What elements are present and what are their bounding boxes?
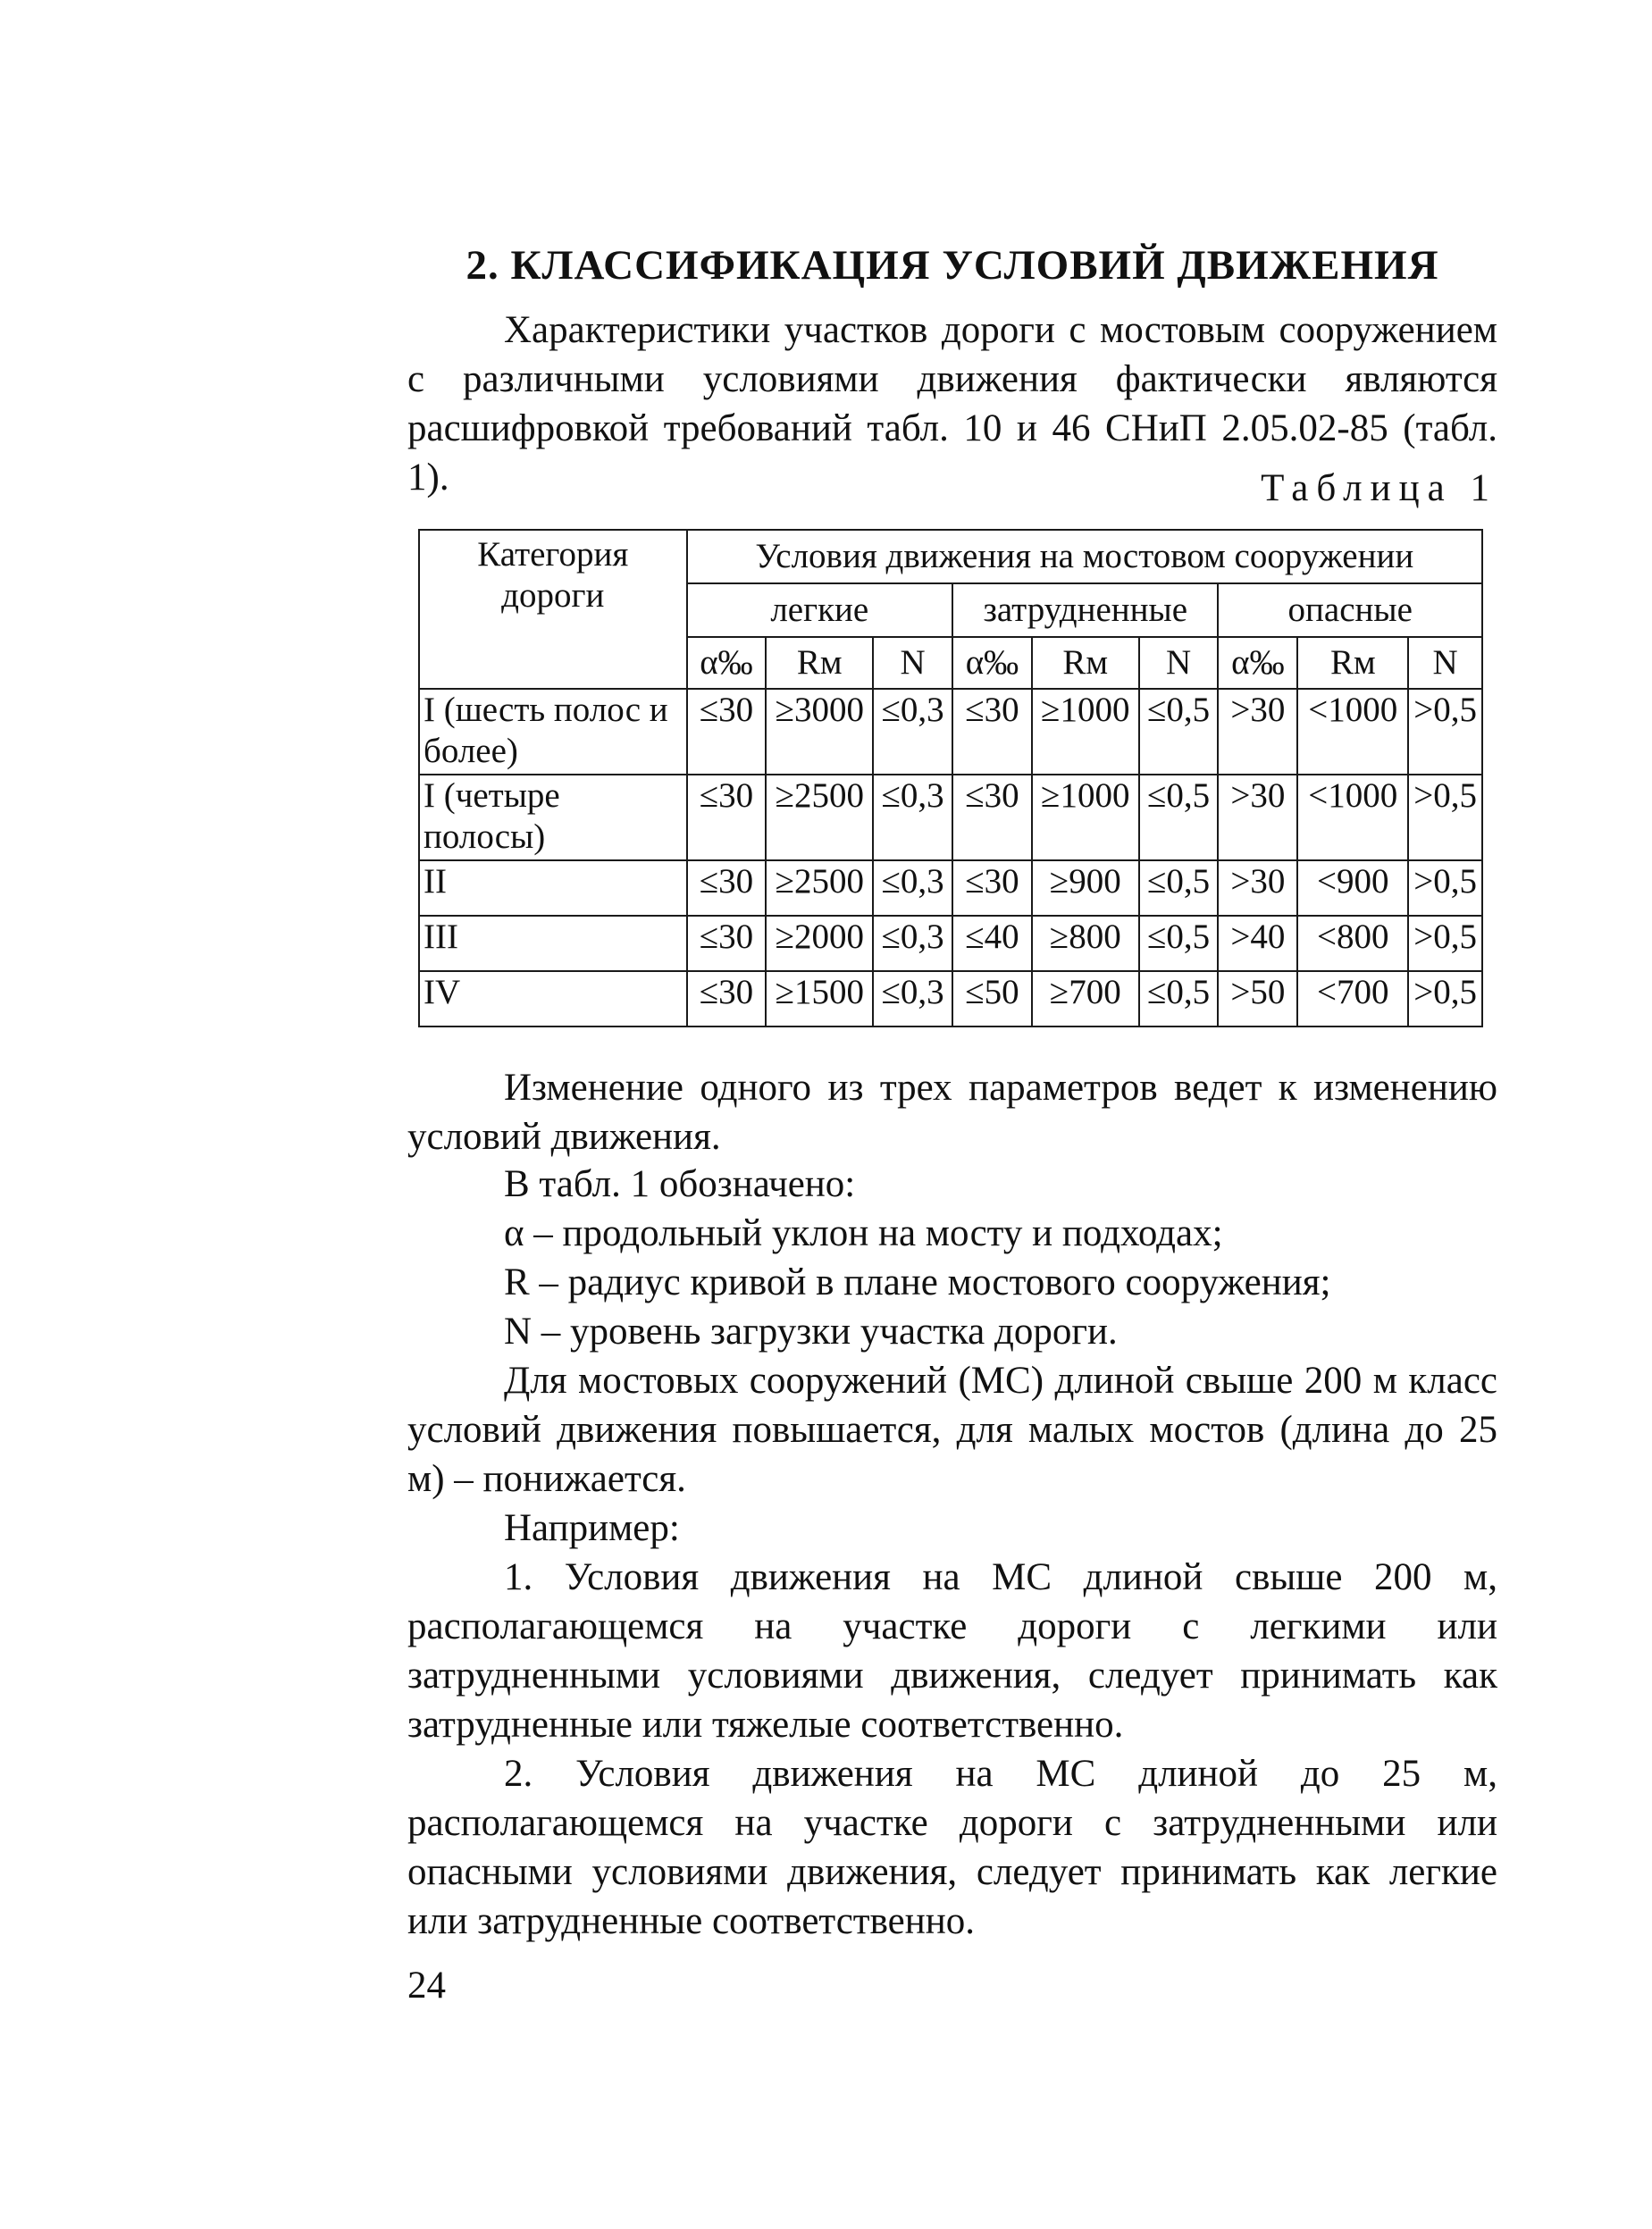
table-cell: ≥700 — [1032, 971, 1139, 1027]
table-cell: ≤40 — [952, 916, 1032, 971]
table-cell: ≤0,3 — [873, 860, 952, 916]
row-category: I (шесть полос и более) — [419, 689, 687, 775]
table-cell: ≤0,5 — [1139, 689, 1219, 775]
table-cell: >0,5 — [1408, 775, 1482, 860]
table-row — [419, 916, 1482, 971]
intro-text: Характеристики участков дороги с мостовым сооружением с различными условиями движения фактически являются расшифровкой требований табл. 10 и 46 СНиП 2.05.02-85 (табл. 1). — [407, 309, 1497, 499]
param-header: Rм — [1297, 637, 1408, 689]
table-caption: Таблица 1 — [1261, 467, 1497, 509]
table-cell: >30 — [1218, 689, 1297, 775]
table-row — [419, 775, 1482, 860]
table-header-row — [419, 530, 1482, 583]
table-cell: ≤30 — [952, 689, 1032, 775]
row-category: II — [419, 860, 687, 916]
row-category: IV — [419, 971, 687, 1027]
param-header: α‰ — [952, 637, 1032, 689]
table-cell: ≤30 — [687, 689, 767, 775]
table-cell: >0,5 — [1408, 916, 1482, 971]
example-2-text: 2. Условия движения на МС длиной до 25 м, располагающемся на участке дороги с затрудненными или опасными условиями движения, следует принимать как легкие или затрудненные соответственно. — [407, 1753, 1497, 1942]
example-label: Например: — [504, 1507, 680, 1549]
table-row — [419, 971, 1482, 1027]
table-cell: <800 — [1297, 916, 1408, 971]
table-cell: ≥2500 — [766, 775, 873, 860]
change-note-text: Изменение одного из трех параметров ведет к изменению условий движения. — [407, 1067, 1497, 1158]
param-header: Rм — [766, 637, 873, 689]
conditions-group-header: Условия движения на мостовом сооружении — [687, 530, 1482, 583]
example-1-paragraph — [407, 1553, 1497, 1749]
example-1-text: 1. Условия движения на МС длиной свыше 200 м, располагающемся на участке дороги с легкими или затрудненными условиями движения, следует принимать как затрудненные или тяжелые соответственно. — [407, 1556, 1497, 1746]
row-category: III — [419, 916, 687, 971]
table-cell: >30 — [1218, 775, 1297, 860]
table-cell: >0,5 — [1408, 971, 1482, 1027]
group-header-light: легкие — [687, 583, 952, 637]
ms-note-text: Для мостовых сооружений (МС) длиной свыше 200 м класс условий движения повышается, для малых мостов (длина до 25 м) – понижается. — [407, 1360, 1497, 1500]
table-cell: ≤0,3 — [873, 775, 952, 860]
legend-item-load: N – уровень загрузки участка дороги. — [504, 1311, 1118, 1353]
table-cell: >30 — [1218, 860, 1297, 916]
table-cell: ≤30 — [687, 916, 767, 971]
param-header: N — [1139, 637, 1219, 689]
table-cell: >40 — [1218, 916, 1297, 971]
table-cell: ≥1500 — [766, 971, 873, 1027]
page-number: 24 — [407, 1965, 446, 2007]
table-cell: ≤0,5 — [1139, 860, 1219, 916]
conditions-table — [418, 529, 1483, 1027]
group-header-dangerous: опасные — [1218, 583, 1482, 637]
table-cell: >50 — [1218, 971, 1297, 1027]
table-row — [419, 860, 1482, 916]
legend-item-radius: R – радиус кривой в плане мостового сооружения; — [504, 1261, 1331, 1303]
param-header: N — [1408, 637, 1482, 689]
table-cell: ≥3000 — [766, 689, 873, 775]
table-cell: ≥1000 — [1032, 689, 1139, 775]
table-cell: ≤30 — [952, 775, 1032, 860]
table-cell: ≤30 — [952, 860, 1032, 916]
legend-item-alpha: α – продольный уклон на мосту и подходах; — [504, 1212, 1223, 1254]
group-header-difficult: затрудненные — [952, 583, 1218, 637]
example-2-paragraph — [407, 1749, 1497, 1946]
row-category: I (четыре полосы) — [419, 775, 687, 860]
table-cell: ≤0,3 — [873, 971, 952, 1027]
table-cell: ≥2500 — [766, 860, 873, 916]
param-header: Rм — [1032, 637, 1139, 689]
ms-note-paragraph — [407, 1356, 1497, 1504]
table-cell: ≤0,3 — [873, 916, 952, 971]
table-cell: <1000 — [1297, 775, 1408, 860]
param-header: N — [873, 637, 952, 689]
change-note-paragraph — [407, 1063, 1497, 1161]
table-row — [419, 689, 1482, 775]
param-header: α‰ — [1218, 637, 1297, 689]
table-cell: >0,5 — [1408, 860, 1482, 916]
table-cell: ≥800 — [1032, 916, 1139, 971]
table-cell: ≥2000 — [766, 916, 873, 971]
section-heading: 2. КЛАССИФИКАЦИЯ УСЛОВИЙ ДВИЖЕНИЯ — [465, 242, 1439, 289]
category-header: Категория дороги — [419, 530, 687, 689]
table-cell: >0,5 — [1408, 689, 1482, 775]
table-cell: ≥900 — [1032, 860, 1139, 916]
table-cell: <700 — [1297, 971, 1408, 1027]
table-cell: ≥1000 — [1032, 775, 1139, 860]
table-cell: ≤0,3 — [873, 689, 952, 775]
table-cell: ≤30 — [687, 775, 767, 860]
legend-intro: В табл. 1 обозначено: — [504, 1163, 856, 1205]
table-cell: ≤50 — [952, 971, 1032, 1027]
table-cell: <1000 — [1297, 689, 1408, 775]
table-cell: ≤0,5 — [1139, 916, 1219, 971]
table-cell: ≤30 — [687, 971, 767, 1027]
table-cell: <900 — [1297, 860, 1408, 916]
table-cell: ≤30 — [687, 860, 767, 916]
param-header: α‰ — [687, 637, 767, 689]
table-cell: ≤0,5 — [1139, 775, 1219, 860]
table-cell: ≤0,5 — [1139, 971, 1219, 1027]
